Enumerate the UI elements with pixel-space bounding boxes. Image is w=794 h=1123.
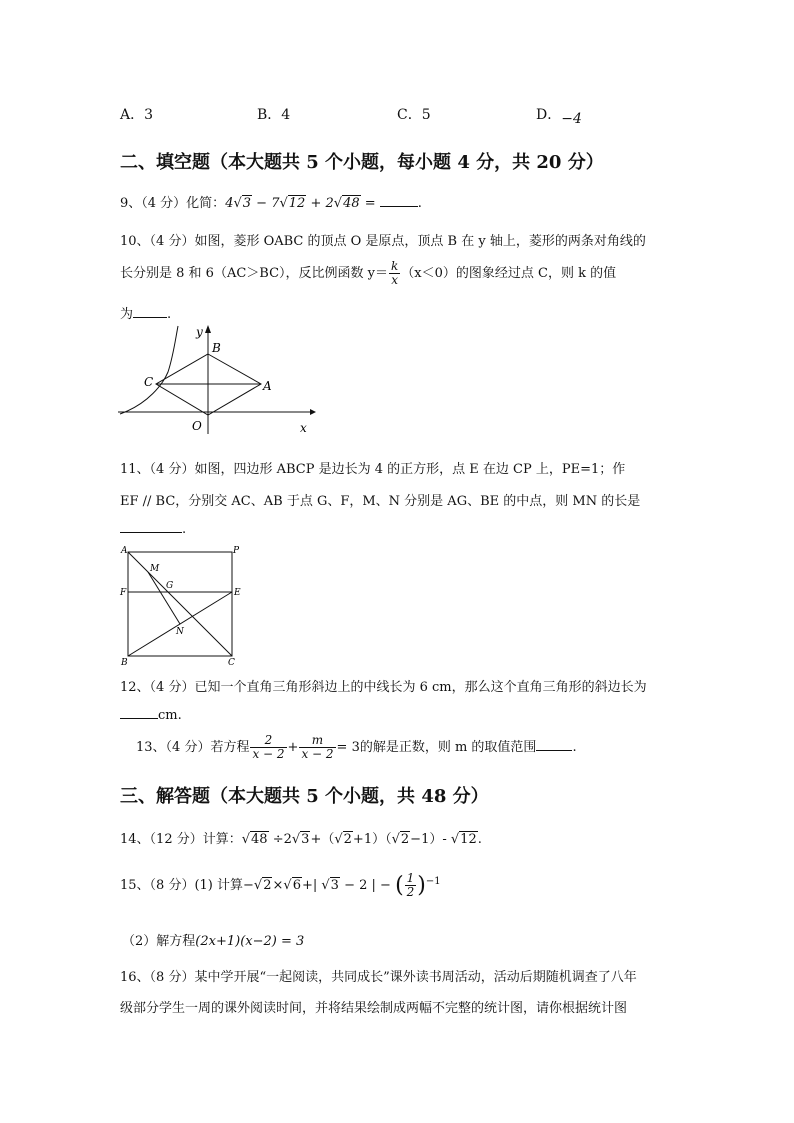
hyperbola-curve [120,326,178,414]
label-b: B [121,658,128,668]
option-a: A．3 [120,107,154,123]
question-15-part2: （2）解方程(2x+1)(x−2) = 3 [122,934,305,949]
segment-ac [128,552,232,656]
question-10-line3: 为 . [120,307,172,322]
question-11-line2: EF // BC，分别交 AC、AB 于点 G、F，M、N 分别是 AG、BE 的中点，则 MN 的长是 [120,494,641,509]
label-a: A [121,546,128,556]
segment-mn [148,572,180,624]
label-e: E [234,588,241,598]
label-p: P [233,546,240,556]
label-o: O [192,419,202,433]
answer-blank-9[interactable] [380,206,418,207]
section-solve-title: 三、解答题（本大题共 5 个小题，共 48 分） [120,786,489,807]
option-d: D．−4 [536,107,582,127]
question-16-line1: 16、（8 分）某中学开展“一起阅读，共同成长”课外读书周活动，活动后期随机调查了八年 [120,970,637,985]
question-11-line1: 11、（4 分）如图，四边形 ABCP 是边长为 4 的正方形，点 E 在边 CP 上，PE=1；作 [120,462,626,477]
question-10-line2: 长分别是 8 和 6（AC＞BC），反比例函数 y＝ $\frac{k}{x}$ （x＜0）的图象经过点 C，则 k 的值 [120,259,617,288]
label-y: y [196,325,203,339]
rhombus-figure [118,322,318,437]
option-b: B．4 [257,107,291,123]
label-g: G [166,581,174,591]
label-a: A [263,379,272,393]
section-fill-blank-title: 二、填空题（本大题共 5 个小题，每小题 4 分，共 20 分） [120,152,604,173]
label-x: x [300,421,307,435]
answer-blank-12[interactable] [120,718,158,719]
question-9: 9、（4 分）化简：4√3 − 7√12 + 2√48 = . [120,196,422,211]
answer-blank-11[interactable] [120,532,182,533]
question-16-line2: 级部分学生一周的课外阅读时间，并将结果绘制成两幅不完整的统计图，请你根据统计图 [120,1001,628,1016]
label-c: C [228,658,235,668]
label-n: N [176,627,184,637]
answer-blank-13[interactable] [536,750,572,751]
question-10-line1: 10、（4 分）如图，菱形 OABC 的顶点 O 是原点，顶点 B 在 y 轴上，菱形的两条对角线的 [120,234,646,249]
label-m: M [150,564,160,574]
label-f: F [120,588,127,598]
label-c: C [144,375,154,389]
question-12-line2: cm. [120,708,182,723]
question-14: 14、（12 分）计算：√48 ÷2√3+（√2+1）（√2−1）- √12. [120,832,482,847]
question-15-part1: 15、（8 分）(1) 计算−√2×√6+| √3 − 2 | − ( $\frac{1}{2}$ )$^{-1}$ [120,871,441,900]
question-12-line1: 12、（4 分）已知一个直角三角形斜边上的中线长为 6 cm，那么这个直角三角形的斜边长为 [120,680,647,695]
question-13: 13、（4 分）若方程 $\frac{2}{x - 2}$ + $\frac{m}{x - 2}$ = 3的解是正数，则 m 的取值范围 . [136,733,577,762]
question-11-line3: . [120,522,186,537]
answer-blank-10[interactable] [133,317,167,318]
label-b: B [212,341,221,355]
square-figure [118,542,248,670]
option-c: C．5 [397,107,431,123]
